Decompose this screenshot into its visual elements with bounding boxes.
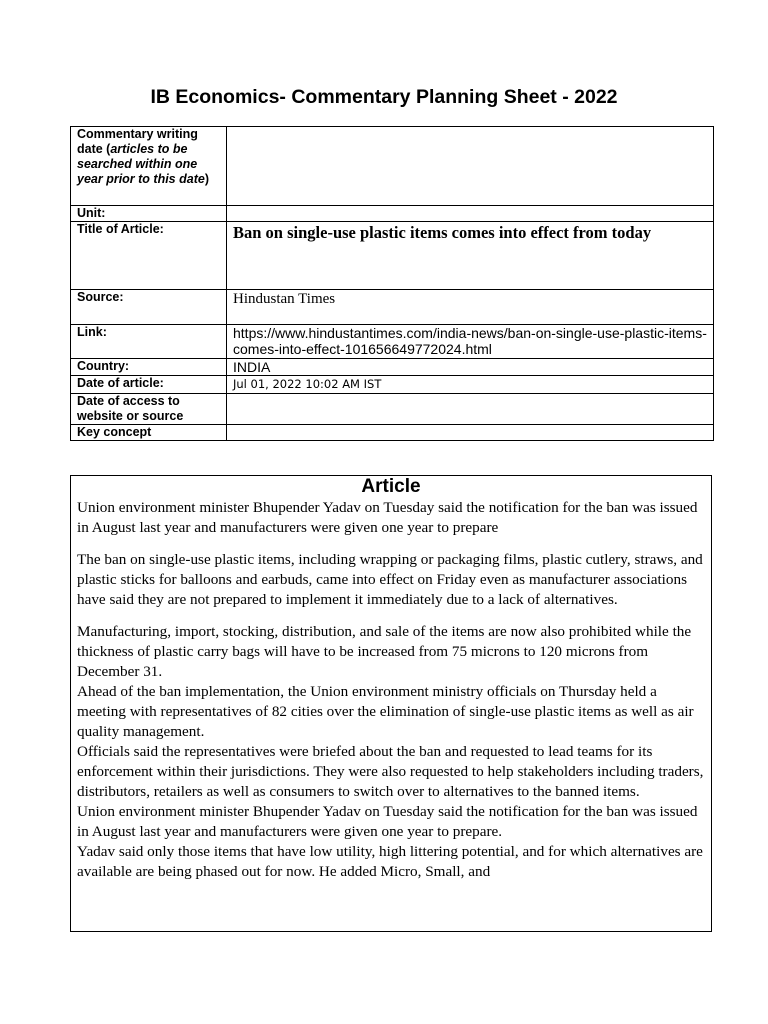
table-row xyxy=(71,325,714,359)
access-date-value[interactable] xyxy=(227,394,714,425)
table-row xyxy=(71,376,714,394)
article-title-label: Title of Article: xyxy=(71,222,227,290)
table-row xyxy=(71,394,714,425)
article-title-value: Ban on single-use plastic items comes into effect from today xyxy=(227,222,714,290)
country-value: INDIA xyxy=(227,359,714,376)
writing-date-label-pre: Commentary writing date ( xyxy=(77,127,198,156)
article-paragraph: Union environment minister Bhupender Yadav on Tuesday said the notification for the ban was issued in August last year and manufacturers were given one year to prepare xyxy=(77,499,698,536)
article-body xyxy=(71,498,711,882)
article-paragraph: Manufacturing, import, stocking, distribution, and sale of the items are now also prohibited while the thickness of plastic carry bags will have to be increased from 75 microns to 120 microns from December 31. xyxy=(77,623,692,680)
table-row xyxy=(71,222,714,290)
article-paragraph: The ban on single-use plastic items, including wrapping or packaging films, plastic cutlery, straws, and plastic sticks for balloons and earbuds, came into effect on Friday even as manufacturer associations have said they are not prepared to implement it immediately due to a lack of alternatives. xyxy=(77,551,703,608)
source-label: Source: xyxy=(71,290,227,325)
article-link[interactable]: https://www.hindustantimes.com/india-news/ban-on-single-use-plastic-items-comes-into-effect-101656649772024.html xyxy=(227,325,714,359)
article-paragraph: Officials said the representatives were briefed about the ban and requested to lead teams for its enforcement within their jurisdictions. They were also requested to help stakeholders including traders, distributors, retailers as well as consumers to switch over to alternatives to the banned items. xyxy=(77,743,704,800)
article-heading: Article xyxy=(361,476,421,497)
article-paragraph: Ahead of the ban implementation, the Union environment ministry officials on Thursday held a meeting with representatives of 82 cities over the elimination of single-use plastic items as well as air quality management. xyxy=(77,683,694,740)
planning-table xyxy=(70,126,714,441)
unit-label: Unit: xyxy=(71,206,227,222)
table-row xyxy=(71,206,714,222)
article-box xyxy=(70,475,712,932)
table-row xyxy=(71,359,714,376)
access-date-label: Date of access to website or source xyxy=(71,394,227,425)
page-title: IB Economics- Commentary Planning Sheet - 2022 xyxy=(150,86,618,108)
country-label: Country: xyxy=(71,359,227,376)
table-row xyxy=(71,425,714,441)
article-paragraph: Union environment minister Bhupender Yadav on Tuesday said the notification for the ban was issued in August last year and manufacturers were given one year to prepare. xyxy=(77,803,698,840)
writing-date-value[interactable] xyxy=(227,127,714,206)
key-concept-label: Key concept xyxy=(71,425,227,441)
key-concept-value[interactable] xyxy=(227,425,714,441)
unit-value[interactable] xyxy=(227,206,714,222)
table-row xyxy=(71,290,714,325)
table-row xyxy=(71,127,714,206)
date-label: Date of article: xyxy=(71,376,227,394)
writing-date-label xyxy=(71,127,227,206)
date-value: Jul 01, 2022 10:02 AM IST xyxy=(227,376,714,394)
article-paragraph: Yadav said only those items that have low utility, high littering potential, and for which alternatives are available are being phased out for now. He added Micro, Small, and xyxy=(77,843,703,880)
source-value: Hindustan Times xyxy=(227,290,714,325)
writing-date-label-post: ) xyxy=(204,172,209,186)
link-label: Link: xyxy=(71,325,227,359)
writing-date-label-italic: articles to be searched within one year prior to this date xyxy=(77,142,205,186)
